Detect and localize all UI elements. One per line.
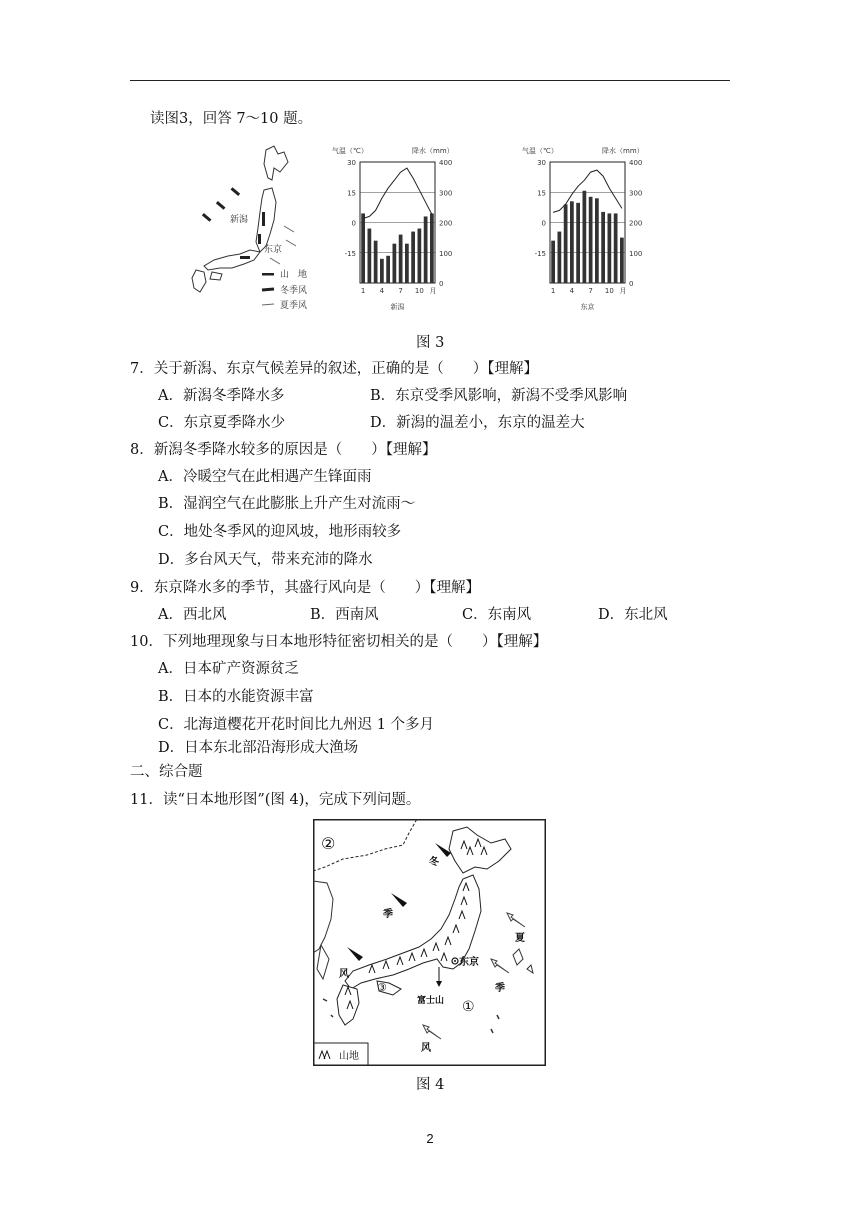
fig4-label-feng2: 风 — [421, 1043, 431, 1054]
fig4-label-feng1: 风 — [339, 969, 349, 980]
precip-bar — [558, 232, 562, 283]
temp-tick-label: 15 — [537, 189, 546, 198]
q7-option-c: C．东京夏季降水少 — [158, 415, 286, 431]
header-rule — [130, 80, 730, 81]
fig4-label-dong: 冬 — [429, 857, 439, 868]
q10-option-a: A．日本矿产资源贫乏 — [158, 661, 299, 677]
precip-bar — [608, 213, 612, 283]
q8-option-b: B．湿润空气在此膨胀上升产生对流雨～ — [158, 496, 416, 512]
q8-option-d: D．多台风天气，带来充沛的降水 — [158, 552, 373, 568]
precip-bar — [380, 259, 384, 283]
q9-option-b: B．西南风 — [310, 607, 379, 623]
temp-tick-label: 15 — [347, 189, 356, 198]
q11-stem: 11．读“日本地形图”(图 4)，完成下列问题。 — [130, 792, 421, 808]
x-tick-label: 1 — [360, 287, 366, 295]
temp-tick-label: 0 — [541, 219, 546, 228]
fig4-japan-terrain-map — [313, 819, 546, 1066]
precip-bar — [374, 241, 378, 283]
precip-bar — [393, 244, 397, 283]
x-tick-label: 月 — [429, 287, 437, 295]
precip-bar — [620, 238, 624, 283]
precip-bar — [595, 198, 599, 283]
precip-bar — [405, 244, 409, 283]
precip-tick-label: 200 — [439, 219, 453, 228]
q9-option-d: D．东北风 — [598, 607, 668, 623]
q8-stem: 8．新潟冬季降水较多的原因是（ ）【理解】 — [130, 442, 437, 458]
x-tick-label: 月 — [619, 287, 627, 295]
map-label-niigata: 新潟 — [230, 215, 249, 225]
climate-chart-tokyo — [520, 140, 660, 320]
fig4-circle-3: ③ — [377, 981, 387, 994]
precip-bar — [418, 229, 422, 283]
precip-tick-label: 300 — [629, 189, 643, 198]
temp-tick-label: 0 — [351, 219, 356, 228]
fig4-circle-1: ① — [462, 999, 475, 1015]
precip-bar — [368, 229, 372, 283]
temp-tick-label: 30 — [347, 159, 356, 167]
q9-stem: 9．东京降水多的季节，其盛行风向是（ ）【理解】 — [130, 580, 480, 596]
fig4-caption: 图 4 — [416, 1077, 445, 1093]
fig4-circle-2: ② — [321, 834, 336, 853]
legend-mountain-label: 山 地 — [280, 270, 308, 280]
precip-tick-label: 300 — [439, 189, 453, 198]
legend-mountain-icon — [262, 273, 274, 276]
precip-bar — [589, 197, 593, 283]
fig4-label-ji1: 季 — [383, 909, 393, 920]
precip-tick-label: 100 — [439, 249, 453, 258]
precip-bar — [399, 235, 403, 283]
precip-bar — [551, 241, 555, 283]
legend-summer-icon — [262, 304, 274, 305]
fig4-label-xia: 夏 — [515, 933, 525, 944]
ylabel-temp: 气温（℃） — [332, 147, 368, 155]
q7-stem: 7．关于新潟、东京气候差异的叙述，正确的是（ ）【理解】 — [130, 361, 538, 377]
temp-tick-label: 30 — [537, 159, 546, 167]
fig4-legend-label: 山地 — [339, 1051, 359, 1062]
q8-option-c: C．地处冬季风的迎风坡，地形雨较多 — [158, 524, 402, 540]
precip-tick-label: 400 — [629, 159, 643, 167]
q7-option-d: D．新潟的温差小，东京的温差大 — [370, 415, 585, 431]
x-tick-label: 7 — [588, 287, 593, 295]
precip-bar — [361, 213, 365, 283]
precip-bar — [386, 256, 390, 283]
fig4-label-tokyo: 东京 — [459, 957, 479, 968]
precip-bar — [601, 212, 605, 283]
chart-title: 新潟 — [390, 303, 405, 311]
q7-option-b: B．东京受季风影响，新潟不受季风影响 — [370, 388, 628, 404]
x-tick-label: 10 — [414, 287, 424, 295]
q10-option-d: D．日本东北部沿海形成大渔场 — [158, 740, 359, 756]
q10-option-c: C．北海道樱花开花时间比九州迟 1 个多月 — [158, 717, 435, 733]
precip-bar — [430, 213, 434, 283]
x-tick-label: 4 — [379, 287, 385, 295]
fig4-label-fuji: 富士山 — [417, 996, 445, 1006]
q10-stem: 10．下列地理现象与日本地形特征密切相关的是（ ）【理解】 — [130, 634, 548, 650]
x-tick-label: 1 — [550, 287, 556, 295]
temp-tick-label: -15 — [344, 249, 356, 258]
precip-bar — [411, 232, 415, 283]
precip-bar — [424, 216, 428, 283]
q9-option-a: A．西北风 — [158, 607, 227, 623]
precip-tick-label: 0 — [439, 280, 444, 288]
temp-line — [553, 170, 622, 212]
ylabel-temp: 气温（℃） — [522, 147, 558, 155]
legend-summer-label: 夏季风 — [280, 301, 308, 311]
fig3-map — [180, 142, 320, 317]
precip-tick-label: 0 — [629, 280, 634, 288]
q9-option-c: C．东南风 — [462, 607, 532, 623]
ylabel-precip: 降水（mm） — [602, 147, 644, 155]
section-title: 二、综合题 — [130, 764, 203, 780]
precip-bar — [614, 213, 618, 283]
precip-bar — [570, 201, 574, 283]
legend-winter-icon — [262, 289, 274, 290]
x-tick-label: 4 — [569, 287, 575, 295]
chart-title: 东京 — [580, 303, 595, 311]
fig3-caption: 图 3 — [416, 335, 445, 351]
precip-bar — [564, 204, 568, 283]
q8-option-a: A．冷暖空气在此相遇产生锋面雨 — [158, 469, 372, 485]
precip-bar — [576, 203, 580, 283]
legend-winter-label: 冬季风 — [280, 286, 308, 296]
page-number: 2 — [426, 1131, 434, 1146]
temp-tick-label: -15 — [534, 249, 546, 258]
q7-option-a: A．新潟冬季降水多 — [158, 388, 285, 404]
map-label-tokyo: 东京 — [264, 245, 283, 255]
precip-tick-label: 100 — [629, 249, 643, 258]
precip-tick-label: 200 — [629, 219, 643, 228]
intro-text: 读图3，回答 7～10 题。 — [150, 111, 313, 127]
q10-option-b: B．日本的水能资源丰富 — [158, 689, 314, 705]
x-tick-label: 7 — [398, 287, 403, 295]
x-tick-label: 10 — [604, 287, 614, 295]
temp-line — [363, 168, 432, 218]
climate-chart-niigata — [330, 140, 470, 320]
ylabel-precip: 降水（mm） — [412, 147, 454, 155]
fig4-label-ji2: 季 — [495, 983, 505, 994]
precip-bar — [583, 191, 587, 283]
precip-tick-label: 400 — [439, 159, 453, 167]
